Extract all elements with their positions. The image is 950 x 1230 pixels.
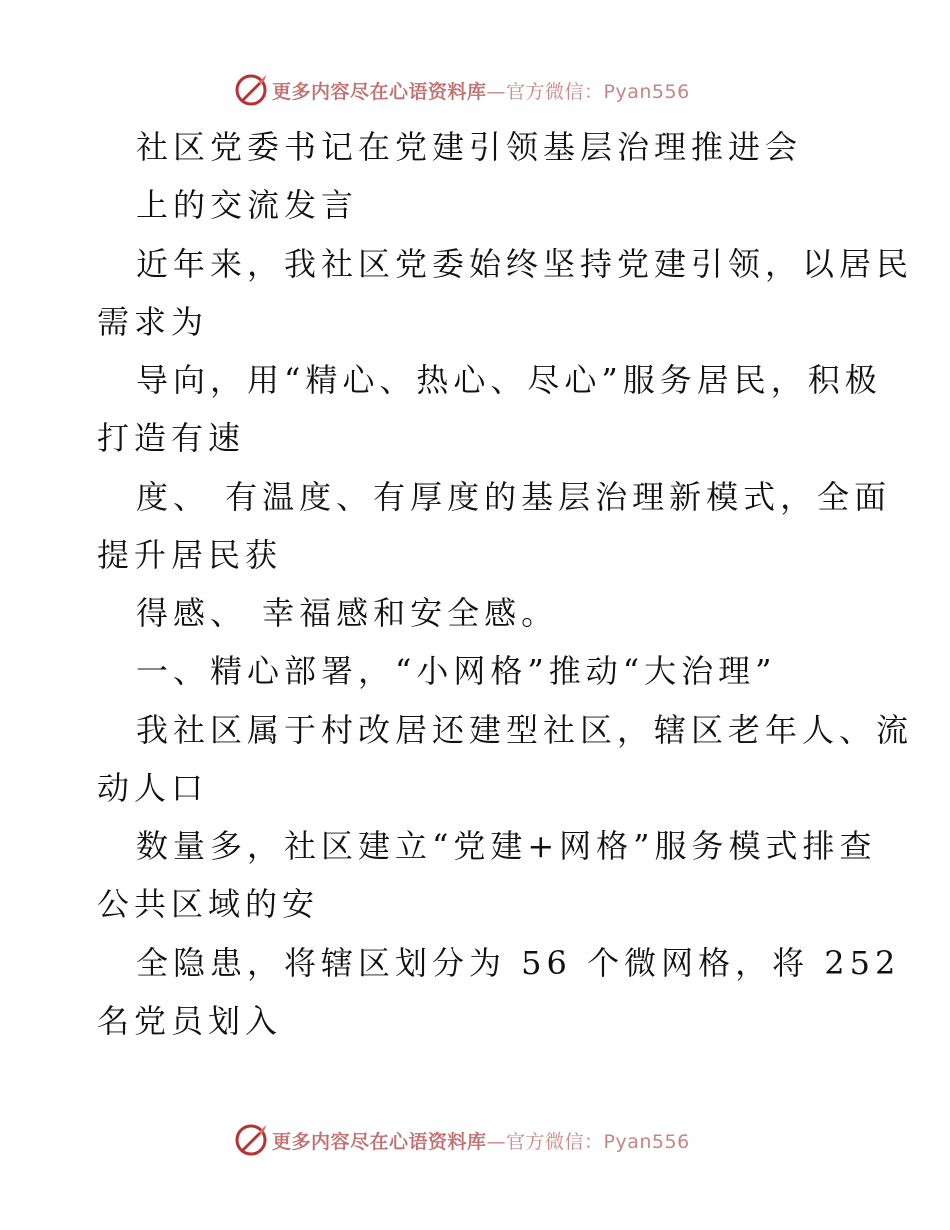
section-heading: 一、精心部署，“小网格”推动“大治理” [136, 652, 777, 690]
quill-logo-icon [234, 1123, 268, 1157]
paragraph-line: 公共区域的安 [97, 885, 320, 923]
document-title-line-2: 上的交流发言 [136, 186, 359, 224]
paragraph-line: 提升居民获 [97, 536, 283, 574]
paragraph-line: 全隐患，将辖区划分为 56 个微网格，将 252 [136, 944, 901, 982]
paragraph-line: 得感、 幸福感和安全感。 [136, 594, 559, 632]
paragraph-line: 导向，用“精心、热心、尽心”服务居民，积极 [136, 361, 882, 399]
paragraph-line: 需求为 [97, 303, 209, 341]
paragraph-line: 近年来，我社区党委始终坚持党建引领，以居民 [136, 245, 914, 283]
paragraph-line: 名党员划入 [97, 1002, 283, 1040]
paragraph-line: 度、 有温度、有厚度的基层治理新模式，全面 [136, 478, 892, 516]
paragraph-line: 我社区属于村改居还建型社区，辖区老年人、流 [136, 711, 914, 749]
watermark-text: 更多内容尽在心语资料库—官方微信：Pyan556 [272, 1130, 690, 1153]
paragraph-line: 打造有速 [97, 419, 246, 457]
watermark-text: 更多内容尽在心语资料库—官方微信：Pyan556 [272, 80, 690, 103]
document-title-line-1: 社区党委书记在党建引领基层治理推进会 [136, 128, 803, 166]
footer-watermark [234, 1122, 690, 1158]
paragraph-line: 动人口 [97, 769, 209, 807]
paragraph-line: 数量多，社区建立“党建+网格”服务模式排查 [136, 827, 877, 865]
